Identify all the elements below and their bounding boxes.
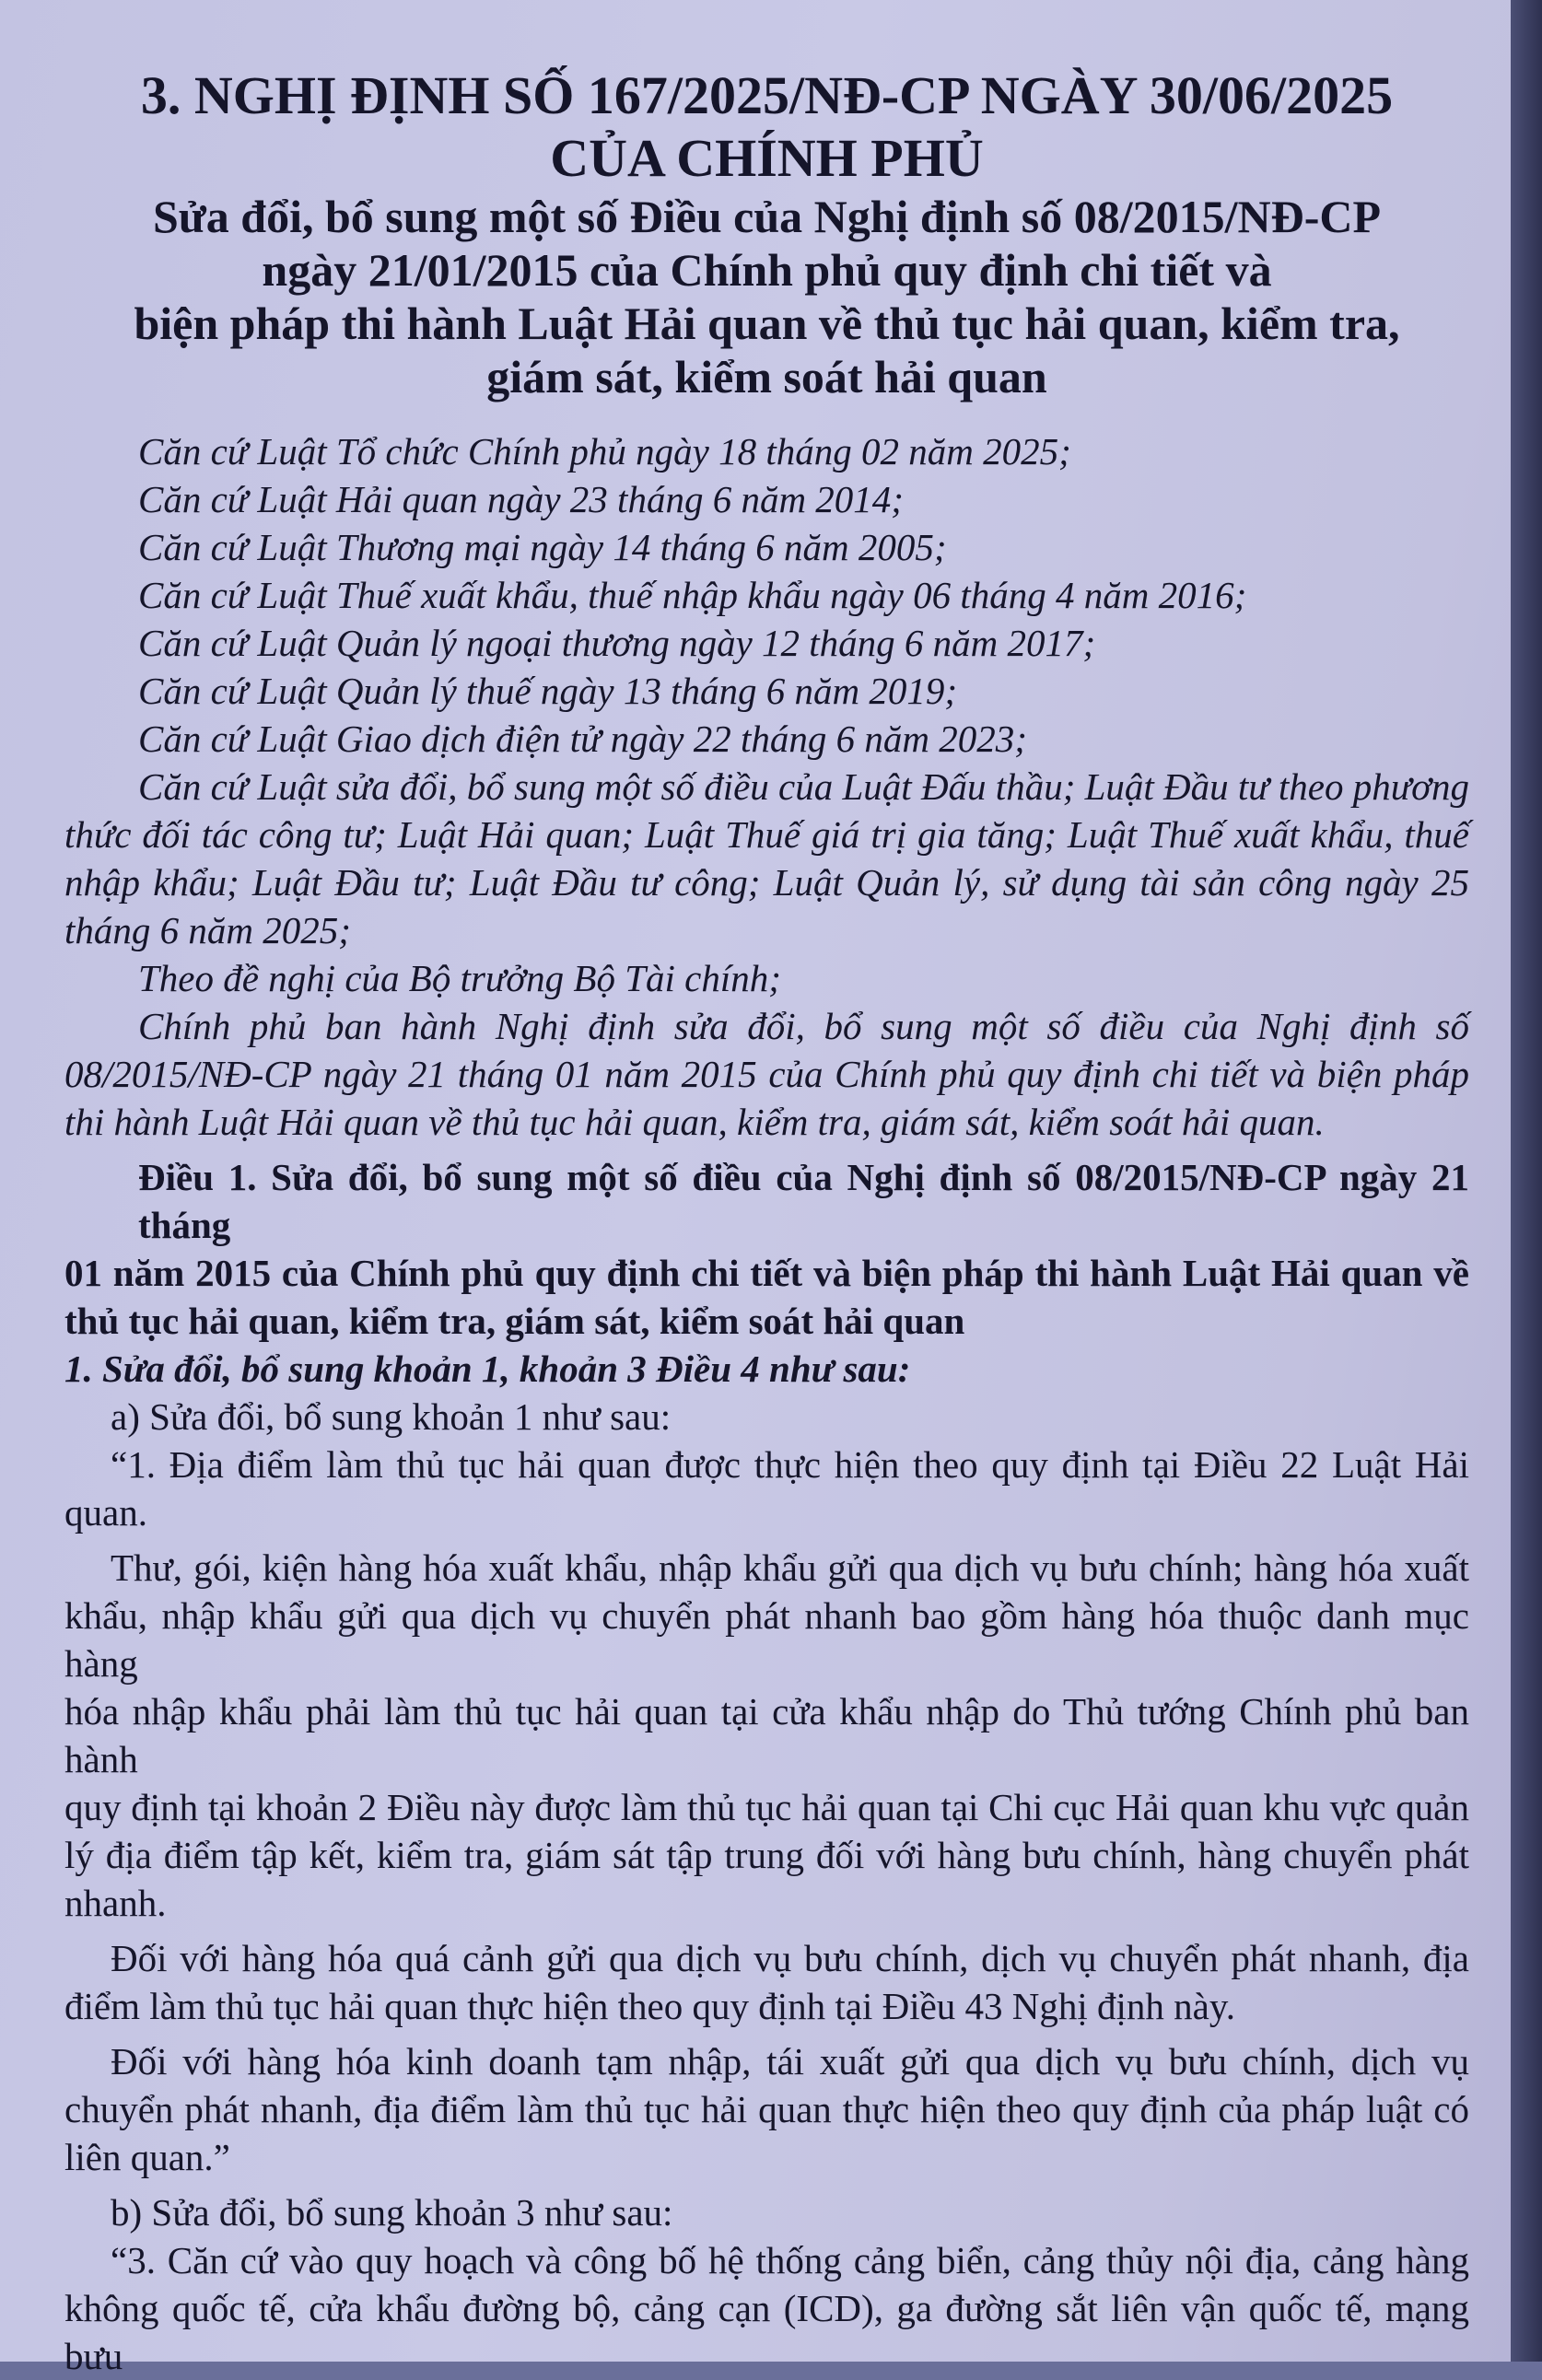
legal-basis-item: Căn cứ Luật Tổ chức Chính phủ ngày 18 tháng 02 năm 2025; [138,430,1071,472]
legal-basis-item: Căn cứ Luật Giao dịch điện tử ngày 22 tháng 6 năm 2023; [138,718,1027,760]
temporary-import-paragraph-line: chuyển phát nhanh, địa điểm làm thủ tục hải quan thực hiện theo quy định của pháp luật có [64,2088,1469,2130]
postal-paragraph-line: quy định tại khoản 2 Điều này được làm thủ tục hải quan tại Chi cục Hải quan khu vực quản [64,1786,1469,1828]
promulgation-line: Chính phủ ban hành Nghị định sửa đổi, bổ sung một số điều của Nghị định số [138,1005,1469,1047]
legal-basis-amend-line: nhập khẩu; Luật Đầu tư; Luật Đầu tư công; Luật Quản lý, sử dụng tài sản công ngày 25 [64,861,1469,904]
quote1-line: “1. Địa điểm làm thủ tục hải quan được thực hiện theo quy định tại Điều 22 Luật Hải [111,1443,1469,1486]
legal-basis-item: Căn cứ Luật Quản lý ngoại thương ngày 12 tháng 6 năm 2017; [138,622,1096,664]
decree-subtitle-line: ngày 21/01/2015 của Chính phủ quy định chi tiết và [262,244,1272,296]
postal-paragraph-line: hóa nhập khẩu phải làm thủ tục hải quan tại cửa khẩu nhập do Thủ tướng Chính phủ ban hành [64,1690,1469,1780]
book-edge [1511,0,1542,2362]
article1-heading-line: 01 năm 2015 của Chính phủ quy định chi tiết và biện pháp thi hành Luật Hải quan về [64,1252,1469,1294]
promulgation-line: thi hành Luật Hải quan về thủ tục hải quan, kiểm tra, giám sát, kiểm soát hải quan. [64,1101,1325,1143]
transit-paragraph-line: điểm làm thủ tục hải quan thực hiện theo quy định tại Điều 43 Nghị định này. [64,1985,1235,2027]
decree-title-line1: 3. NGHỊ ĐỊNH SỐ 167/2025/NĐ-CP NGÀY 30/06/2025 [140,65,1394,125]
proposal-line: Theo đề nghị của Bộ trưởng Bộ Tài chính; [138,957,781,999]
quote3-line: không quốc tế, cửa khẩu đường bộ, cảng cạn (ICD), ga đường sắt liên vận quốc tế, mạng bưu [64,2287,1469,2377]
transit-paragraph-line: Đối với hàng hóa quá cảnh gửi qua dịch vụ bưu chính, dịch vụ chuyển phát nhanh, địa [111,1937,1469,1979]
temporary-import-paragraph-line: Đối với hàng hóa kinh doanh tạm nhập, tái xuất gửi qua dịch vụ bưu chính, dịch vụ [111,2040,1469,2082]
clause1-title: 1. Sửa đổi, bổ sung khoản 1, khoản 3 Điều 4 như sau: [64,1348,911,1390]
document-body [64,64,1469,2380]
legal-basis-item: Căn cứ Luật Hải quan ngày 23 tháng 6 năm 2014; [138,478,904,520]
postal-paragraph-line: Thư, gói, kiện hàng hóa xuất khẩu, nhập khẩu gửi qua dịch vụ bưu chính; hàng hóa xuất [111,1546,1469,1589]
decree-title-line2: CỦA CHÍNH PHỦ [550,128,984,188]
quote1-line: quan. [64,1491,147,1534]
article1-heading-line: Điều 1. Sửa đổi, bổ sung một số điều của Nghị định số 08/2015/NĐ-CP ngày 21 tháng [138,1156,1469,1246]
postal-paragraph-line: khẩu, nhập khẩu gửi qua dịch vụ chuyển phát nhanh bao gồm hàng hóa thuộc danh mục hàng [64,1594,1469,1685]
decree-subtitle-line: giám sát, kiểm soát hải quan [486,351,1047,402]
point-b: b) Sửa đổi, bổ sung khoản 3 như sau: [111,2191,673,2234]
point-a: a) Sửa đổi, bổ sung khoản 1 như sau: [111,1395,672,1438]
promulgation-line: 08/2015/NĐ-CP ngày 21 tháng 01 năm 2015 của Chính phủ quy định chi tiết và biện pháp [64,1053,1469,1095]
decree-subtitle-line: Sửa đổi, bổ sung một số Điều của Nghị định số 08/2015/NĐ-CP [152,191,1382,242]
legal-basis-amend-line: Căn cứ Luật sửa đổi, bổ sung một số điều của Luật Đấu thầu; Luật Đầu tư theo phương [138,765,1469,808]
temporary-import-paragraph-line: liên quan.” [64,2136,230,2178]
decree-subtitle-line: biện pháp thi hành Luật Hải quan về thủ tục hải quan, kiểm tra, [134,298,1400,349]
legal-basis-item: Căn cứ Luật Thương mại ngày 14 tháng 6 năm 2005; [138,526,947,568]
article1-heading-line: thủ tục hải quan, kiểm tra, giám sát, kiểm soát hải quan [64,1300,965,1342]
legal-basis-item: Căn cứ Luật Quản lý thuế ngày 13 tháng 6 năm 2019; [138,670,957,712]
legal-basis-amend-line: tháng 6 năm 2025; [64,909,351,951]
quote3-line: “3. Căn cứ vào quy hoạch và công bố hệ thống cảng biển, cảng thủy nội địa, cảng hàng [111,2239,1469,2281]
legal-basis-amend-line: thức đối tác công tư; Luật Hải quan; Luật Thuế giá trị gia tăng; Luật Thuế xuất khẩu, thuế [64,813,1469,856]
legal-basis-item: Căn cứ Luật Thuế xuất khẩu, thuế nhập khẩu ngày 06 tháng 4 năm 2016; [138,574,1247,616]
postal-paragraph-line: lý địa điểm tập kết, kiểm tra, giám sát tập trung đối với hàng bưu chính, hàng chuyển phát [64,1834,1469,1876]
postal-paragraph-line: nhanh. [64,1882,167,1924]
